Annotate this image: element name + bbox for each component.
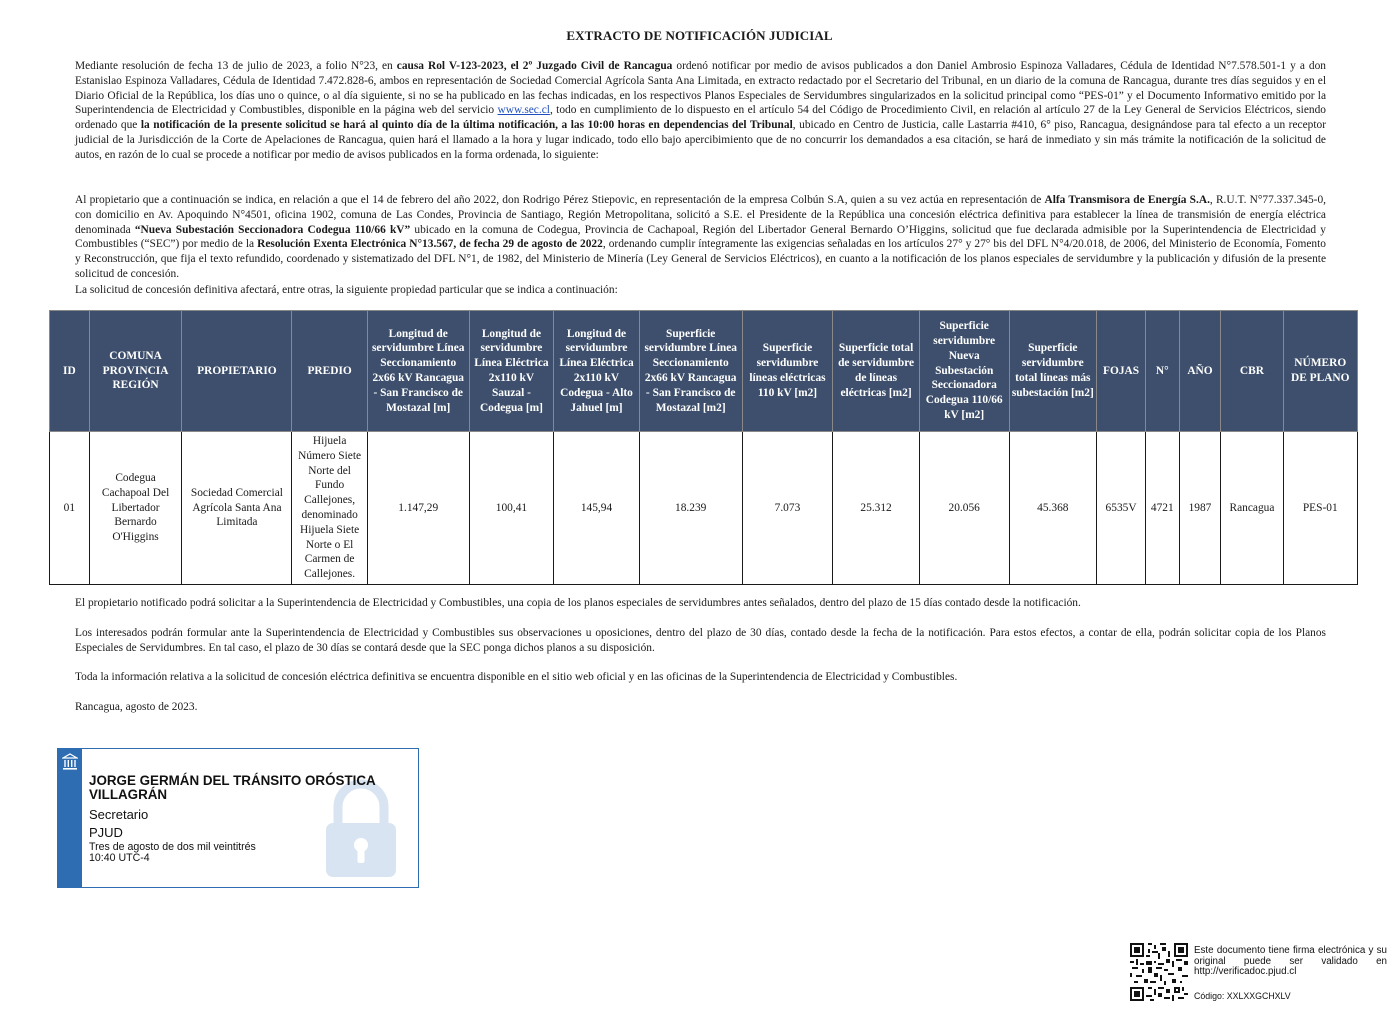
electronic-signature-box bbox=[57, 748, 419, 888]
sec-website-link[interactable]: www.sec.cl bbox=[497, 104, 550, 117]
col-header: NÚMERO DE PLANO bbox=[1283, 311, 1358, 432]
table-cell: 4721 bbox=[1146, 432, 1180, 585]
col-header: FOJAS bbox=[1097, 311, 1146, 432]
qr-code-icon[interactable] bbox=[1130, 943, 1188, 1001]
col-header: Superficie servidumbre total líneas más subestación [m2] bbox=[1009, 311, 1097, 432]
signer-organization: PJUD bbox=[89, 825, 123, 840]
table-cell: 7.073 bbox=[742, 432, 833, 585]
table-cell: 45.368 bbox=[1009, 432, 1097, 585]
signer-name: JORGE GERMÁN DEL TRÁNSITO ORÓSTICA VILLAGRÁN bbox=[89, 773, 376, 802]
col-header: COMUNA PROVINCIA REGIÓN bbox=[89, 311, 182, 432]
signer-role: Secretario bbox=[89, 807, 149, 822]
signature-time: 10:40 UTC-4 bbox=[89, 852, 150, 864]
table-cell: PES-01 bbox=[1283, 432, 1358, 585]
place-date: Rancagua, agosto de 2023. bbox=[75, 701, 198, 713]
table-cell: Rancagua bbox=[1221, 432, 1283, 585]
verification-text: Este documento tiene firma electrónica y su original puede ser validado en http://verificadoc.pjud.cl bbox=[1194, 945, 1387, 978]
table-cell: 01 bbox=[50, 432, 90, 585]
copy-request-paragraph: El propietario notificado podrá solicitar a la Superintendencia de Electricidad y Combustibles, una copia de los planos especiales de servidumbres antes señalados, dentro del plazo de 15 días contado desde la notificación. bbox=[75, 597, 1081, 609]
information-paragraph: Toda la información relativa a la solicitud de concesión eléctrica definitiva se encuentra disponible en el sitio web oficial y en las oficinas de la Superintendencia de Electricidad y Combustibles. bbox=[75, 671, 958, 683]
signature-date: Tres de agosto de dos mil veintitrés bbox=[89, 841, 256, 853]
col-header: Superficie servidumbre Línea Seccionamiento 2x66 kV Rancagua - San Francisco de Mostazal [m2] bbox=[639, 311, 742, 432]
table-cell: 6535V bbox=[1097, 432, 1146, 585]
signature-datetime bbox=[89, 842, 319, 864]
col-header: CBR bbox=[1221, 311, 1283, 432]
property-table bbox=[49, 310, 1358, 585]
verification-code: Código: XXLXXGCHXLV bbox=[1194, 991, 1291, 1001]
col-header: PROPIETARIO bbox=[182, 311, 292, 432]
table-cell: 25.312 bbox=[833, 432, 920, 585]
table-cell: 145,94 bbox=[554, 432, 640, 585]
table-cell: 100,41 bbox=[469, 432, 554, 585]
table-cell: Hijuela Número Siete Norte del Fundo Callejones, denominado Hijuela Siete Norte o El Carmen de Callejones. bbox=[292, 432, 367, 585]
col-header: Superficie servidumbre Nueva Subestación Seccionadora Codegua 110/66 kV [m2] bbox=[919, 311, 1009, 432]
col-header: Superficie servidumbre líneas eléctricas 110 kV [m2] bbox=[742, 311, 833, 432]
concession-paragraph: Al propietario que a continuación se indica, en relación a que el 14 de febrero del año 2022, don Rodrigo Pérez Stiepovic, en representación de la empresa Colbún S.A, quien a su vez actúa en representación de Alfa Transmisora de Energía S.A., R.U.T. N°77.337.345-0, con domicilio en Av. Apoquindo N°4501, oficina 1902, comuna de Las Condes, Provincia de Santiago, Región Metropolitana, solicitó a S.E. el Presidente de la República una concesión eléctrica definitiva para establecer la línea de transmisión de energía eléctrica denominada “Nueva Subestación Seccionadora Codegua 110/66 kV” ubicado en la comuna de Codegua, Provincia de Cachapoal, Región del Libertador General Bernardo O’Higgins, solicitud que fue declarada admisible por la Superintendencia de Electricidad y Combustibles (“SEC”) por medio de la Resolución Exenta Electrónica N°13.567, de fecha 29 de agosto de 2022, ordenando cumplir íntegramente las exigencias señaladas en los artículos 27° y 27° bis del DFL N°4/20.018, de 2006, del Ministerio de Economía, Fomento y Reconstrucción, que fija el texto refundido, coordenado y sistematizado del DFL N°1, de 1982, del Ministerio de Minería (Ley General de Servicios Eléctricos), en cuanto a la notificación de los planos especiales de servidumbre y la publicación y difusión de la presente solicitud de concesión. bbox=[75, 194, 1326, 280]
table-cell: 20.056 bbox=[919, 432, 1009, 585]
document-title: EXTRACTO DE NOTIFICACIÓN JUDICIAL bbox=[566, 28, 833, 43]
col-header: Longitud de servidumbre Línea Eléctrica 2x110 kV Sauzal - Codegua [m] bbox=[469, 311, 554, 432]
table-cell: Sociedad Comercial Agrícola Santa Ana Limitada bbox=[182, 432, 292, 585]
table-row bbox=[50, 432, 1358, 585]
courthouse-icon bbox=[62, 753, 78, 771]
objections-paragraph: Los interesados podrán formular ante la Superintendencia de Electricidad y Combustibles sus observaciones u oposiciones, dentro del plazo de 30 días, contado desde la fecha de la notificación. Para estos efectos, a contar de ella, podrán solicitar copia de los Planos Especiales de Servidumbres. En tal caso, el plazo de 30 días se contará desde que la SEC ponga dichos planos a su disposición. bbox=[75, 627, 1326, 654]
table-cell: Codegua Cachapoal Del Libertador Bernardo O'Higgins bbox=[89, 432, 182, 585]
col-header: Longitud de servidumbre Línea Seccionamiento 2x66 kV Rancagua - San Francisco de Mostazal [m] bbox=[367, 311, 469, 432]
table-cell: 1.147,29 bbox=[367, 432, 469, 585]
col-header: Longitud de servidumbre Línea Eléctrica 2x110 kV Codegua - Alto Jahuel [m] bbox=[554, 311, 640, 432]
signature-side-bar bbox=[58, 749, 82, 887]
table-cell: 1987 bbox=[1179, 432, 1221, 585]
col-header: Superficie total de servidumbre de líneas eléctricas [m2] bbox=[833, 311, 920, 432]
notification-paragraph: Mediante resolución de fecha 13 de julio de 2023, a folio N°23, en causa Rol V-123-2023, el 2º Juzgado Civil de Rancagua ordenó notificar por medio de avisos publicados a don Daniel Ambrosio Espinoza Valladares, Cédula de Identidad N°7.578.501-1 y a don Estanislao Espinoza Valladares, Cédula de Identidad 7.472.828-6, ambos en representación de Sociedad Comercial Agrícola Santa Ana Limitada, en extracto redactado por el Secretario del Tribunal, en un diario de la comuna de Rancagua, durante tres días seguidos y en el Diario Oficial de la República, los días uno o quince, o al día siguiente, si no se ha publicado en las fechas indicadas, en los respectivos Planos Especiales de Servidumbres singularizados en la solicitud principal como “PES-01” y el Documento Informativo emitido por la Superintendencia de Electricidad y Combustibles, disponible en la página web del servicio www.sec.cl, todo en cumplimiento de lo dispuesto en el artículo 54 del Código de Procedimiento Civil, en relación al artículo 27 de la Ley General de Servicios Eléctricos, siendo ordenado que la notificación de la presente solicitud se hará al quinto día de la última notificación, a las 10:00 horas en dependencias del Tribunal, ubicado en Centro de Justicia, calle Lastarria #410, 6° piso, Rancagua, designándose para tal efecto a un receptor judicial de la Jurisdicción de la Corte de Apelaciones de Rancagua, quien hará el llamado a la hora y lugar indicado, todo ello bajo apercibimiento que de no concurrir los demandados a esa citación, se hará de inmediato y sin más trámite la notificación de la solicitud de autos, en razón de lo cual se procede a notificar por medio de avisos publicados en la forma ordenada, lo siguiente: bbox=[75, 60, 1326, 161]
col-header: ID bbox=[50, 311, 90, 432]
property-intro: La solicitud de concesión definitiva afectará, entre otras, la siguiente propiedad particular que se indica a continuación: bbox=[75, 284, 618, 296]
col-header: N° bbox=[1146, 311, 1180, 432]
col-header: AÑO bbox=[1179, 311, 1221, 432]
table-cell: 18.239 bbox=[639, 432, 742, 585]
col-header: PREDIO bbox=[292, 311, 367, 432]
table-header-row bbox=[50, 311, 1358, 432]
